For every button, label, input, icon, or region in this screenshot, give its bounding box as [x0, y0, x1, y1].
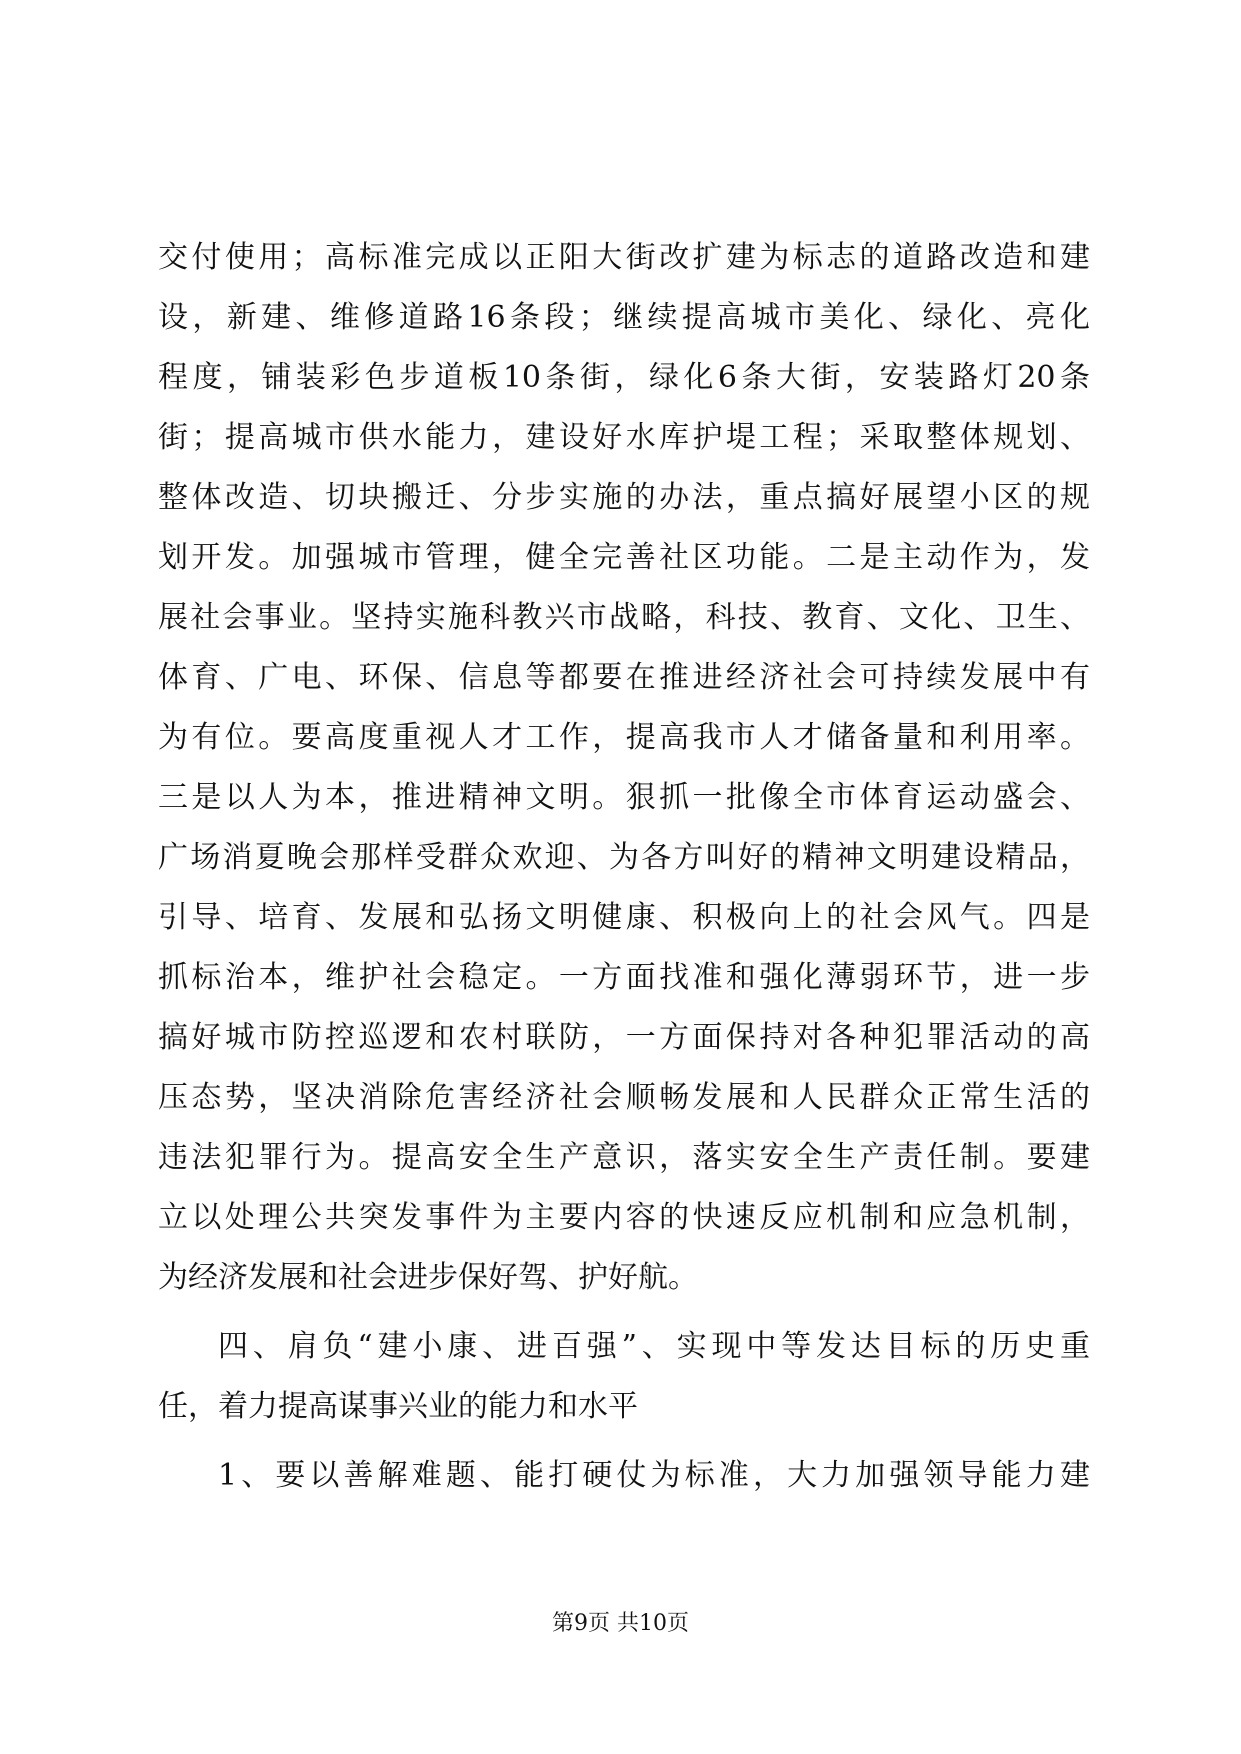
text-line: 展社会事业。坚持实施科教兴市战略，科技、教育、文化、卫生、 [158, 600, 1090, 635]
section-heading-line: 四、肩负“建小康、进百强”、实现中等发达目标的历史重 [218, 1329, 1090, 1364]
body-text [158, 228, 1090, 1506]
text-line: 1、要以善解难题、能打硬仗为标准，大力加强领导能力建 [218, 1458, 1090, 1493]
text-line: 搞好城市防控巡逻和农村联防，一方面保持对各种犯罪活动的高 [158, 1020, 1090, 1055]
page-footer: 第9页 共10页 [552, 1611, 689, 1636]
paragraph-end-line: 为经济发展和社会进步保好驾、护好航。 [158, 1260, 698, 1295]
text-line: 划开发。加强城市管理，健全完善社区功能。二是主动作为，发 [158, 540, 1090, 575]
text-line: 三是以人为本，推进精神文明。狠抓一批像全市体育运动盛会、 [158, 780, 1090, 815]
text-line: 为有位。要高度重视人才工作，提高我市人才储备量和利用率。 [158, 720, 1090, 755]
text-line: 设，新建、维修道路16条段；继续提高城市美化、绿化、亮化 [158, 300, 1090, 335]
text-line: 立以处理公共突发事件为主要内容的快速反应机制和应急机制， [158, 1200, 1090, 1235]
text-line: 体育、广电、环保、信息等都要在推进经济社会可持续发展中有 [158, 660, 1090, 695]
text-line: 压态势，坚决消除危害经济社会顺畅发展和人民群众正常生活的 [158, 1080, 1090, 1115]
text-line: 交付使用；高标准完成以正阳大街改扩建为标志的道路改造和建 [158, 240, 1090, 275]
text-line: 整体改造、切块搬迁、分步实施的办法，重点搞好展望小区的规 [158, 480, 1090, 515]
text-line: 街；提高城市供水能力，建设好水库护堤工程；采取整体规划、 [158, 420, 1090, 455]
text-line: 广场消夏晚会那样受群众欢迎、为各方叫好的精神文明建设精品， [158, 840, 1090, 875]
section-heading-line: 任，着力提高谋事兴业的能力和水平 [158, 1389, 638, 1424]
text-line: 引导、培育、发展和弘扬文明健康、积极向上的社会风气。四是 [158, 900, 1090, 935]
text-line: 违法犯罪行为。提高安全生产意识，落实安全生产责任制。要建 [158, 1140, 1090, 1175]
text-line: 程度，铺装彩色步道板10条街，绿化6条大街，安装路灯20条 [158, 360, 1090, 395]
text-line: 抓标治本，维护社会稳定。一方面找准和强化薄弱环节，进一步 [158, 960, 1090, 995]
